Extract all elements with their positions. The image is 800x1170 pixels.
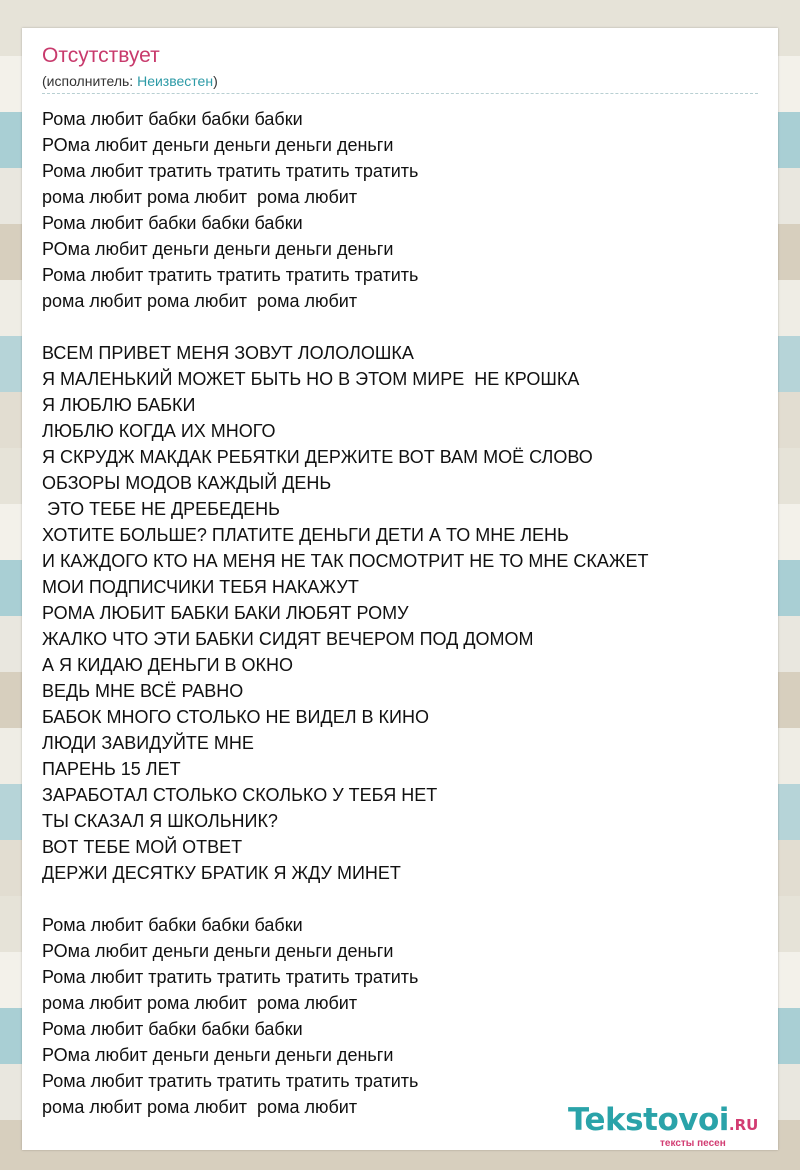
- song-title: Отсутствует: [42, 44, 160, 67]
- logo-tagline: тексты песен: [660, 1138, 726, 1149]
- lyric-line: ЛЮДИ ЗАВИДУЙТЕ МНЕ: [42, 733, 254, 753]
- lyric-line: ХОТИТЕ БОЛЬШЕ? ПЛАТИТЕ ДЕНЬГИ ДЕТИ А ТО МНЕ ЛЕНЬ: [42, 525, 569, 545]
- artist-prefix: (исполнитель:: [42, 73, 138, 89]
- lyric-line: РОма любит деньги деньги деньги деньги: [42, 239, 394, 259]
- lyric-line: ЖАЛКО ЧТО ЭТИ БАБКИ СИДЯТ ВЕЧЕРОМ ПОД ДОМОМ: [42, 629, 534, 649]
- lyric-line: рома любит рома любит рома любит: [42, 291, 358, 311]
- lyric-line: ВОТ ТЕБЕ МОЙ ОТВЕТ: [42, 837, 243, 857]
- lyric-line: Я СКРУДЖ МАКДАК РЕБЯТКИ ДЕРЖИТЕ ВОТ ВАМ МОЁ СЛОВО: [42, 447, 593, 467]
- lyric-line: ВСЕМ ПРИВЕТ МЕНЯ ЗОВУТ ЛОЛОЛОШКА: [42, 343, 414, 363]
- lyric-line: ЛЮБЛЮ КОГДА ИХ МНОГО: [42, 421, 276, 441]
- lyric-line: Я ЛЮБЛЮ БАБКИ: [42, 395, 196, 415]
- lyric-line: рома любит рома любит рома любит: [42, 1097, 358, 1117]
- logo-wordmark: [568, 1102, 758, 1138]
- lyric-line: МОИ ПОДПИСЧИКИ ТЕБЯ НАКАЖУТ: [42, 577, 359, 597]
- lyric-line: РОма любит деньги деньги деньги деньги: [42, 135, 394, 155]
- lyric-line: Рома любит бабки бабки бабки: [42, 213, 303, 233]
- logo-main-text: Tekstovoi: [568, 1102, 729, 1138]
- lyric-line: ПАРЕНЬ 15 ЛЕТ: [42, 759, 181, 779]
- artist-link[interactable]: Неизвестен: [137, 73, 214, 89]
- lyric-line: ЗАРАБОТАЛ СТОЛЬКО СКОЛЬКО У ТЕБЯ НЕТ: [42, 785, 438, 805]
- lyric-line: И КАЖДОГО КТО НА МЕНЯ НЕ ТАК ПОСМОТРИТ НЕ ТО МНЕ СКАЖЕТ: [42, 551, 649, 571]
- lyric-line: РОМА ЛЮБИТ БАБКИ БАКИ ЛЮБЯТ РОМУ: [42, 603, 409, 623]
- lyric-line: ДЕРЖИ ДЕСЯТКУ БРАТИК Я ЖДУ МИНЕТ: [42, 863, 401, 883]
- lyric-line: Рома любит бабки бабки бабки: [42, 1019, 303, 1039]
- lyric-line: БАБОК МНОГО СТОЛЬКО НЕ ВИДЕЛ В КИНО: [42, 707, 429, 727]
- artist-line: [42, 73, 218, 89]
- lyric-blank-line: [42, 314, 762, 340]
- lyric-line: Рома любит бабки бабки бабки: [42, 915, 303, 935]
- lyric-line: Я МАЛЕНЬКИЙ МОЖЕТ БЫТЬ НО В ЭТОМ МИРЕ НЕ КРОШКА: [42, 369, 580, 389]
- logo-tld: .RU: [728, 1116, 759, 1134]
- lyric-line: рома любит рома любит рома любит: [42, 993, 358, 1013]
- lyrics-text: [42, 106, 762, 1120]
- lyric-line: ТЫ СКАЗАЛ Я ШКОЛЬНИК?: [42, 811, 278, 831]
- site-logo[interactable]: [568, 1102, 778, 1148]
- lyric-line: ЭТО ТЕБЕ НЕ ДРЕБЕДЕНЬ: [42, 499, 280, 519]
- lyric-line: Рома любит тратить тратить тратить тратить: [42, 967, 419, 987]
- lyric-blank-line: [42, 886, 762, 912]
- title-divider: [42, 93, 758, 94]
- lyric-line: Рома любит тратить тратить тратить тратить: [42, 1071, 419, 1091]
- lyric-line: Рома любит бабки бабки бабки: [42, 109, 303, 129]
- lyric-line: Рома любит тратить тратить тратить тратить: [42, 161, 419, 181]
- lyric-line: рома любит рома любит рома любит: [42, 187, 358, 207]
- lyric-line: ОБЗОРЫ МОДОВ КАЖДЫЙ ДЕНЬ: [42, 473, 332, 493]
- lyric-line: А Я КИДАЮ ДЕНЬГИ В ОКНО: [42, 655, 293, 675]
- lyrics-card: [22, 28, 778, 1150]
- lyric-line: РОма любит деньги деньги деньги деньги: [42, 1045, 394, 1065]
- lyric-line: Рома любит тратить тратить тратить тратить: [42, 265, 419, 285]
- lyric-line: ВЕДЬ МНЕ ВСЁ РАВНО: [42, 681, 244, 701]
- lyric-line: РОма любит деньги деньги деньги деньги: [42, 941, 394, 961]
- artist-suffix: ): [213, 73, 218, 89]
